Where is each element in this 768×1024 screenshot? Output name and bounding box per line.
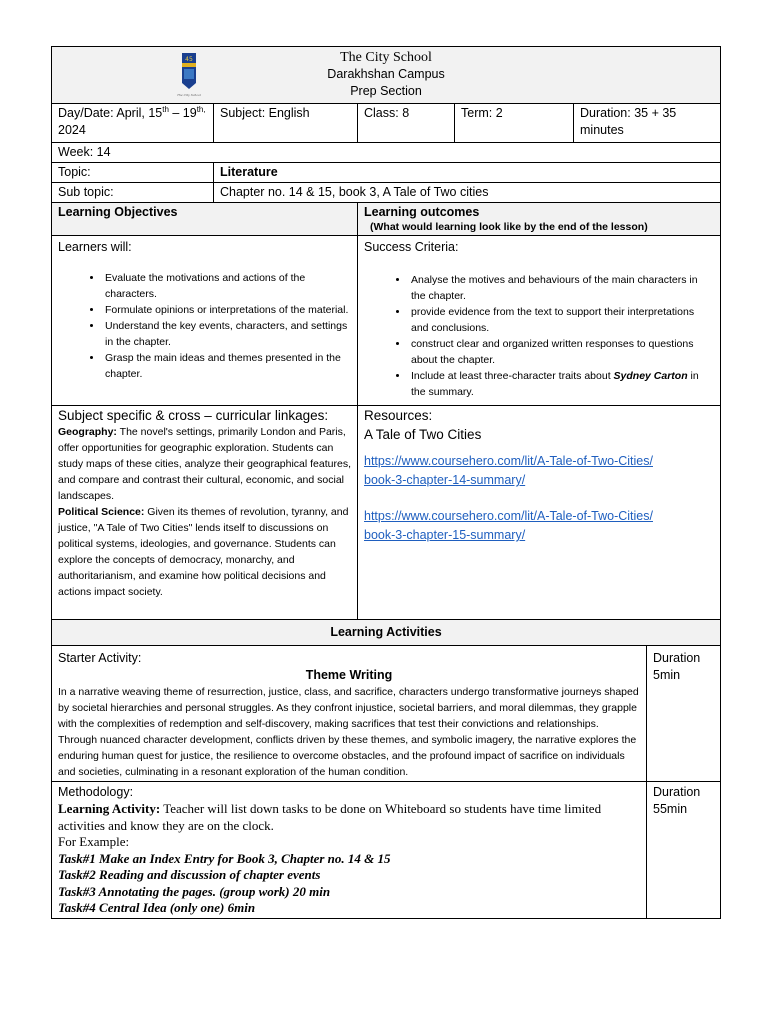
lesson-plan-table [51, 46, 721, 919]
date-sup-1: th [162, 104, 169, 114]
topic-label: Topic: [52, 163, 214, 183]
starter-duration-cell [647, 646, 721, 782]
resource-link-chapter-15[interactable] [364, 507, 714, 545]
resources-heading: Resources: [364, 408, 433, 423]
outcome-item [409, 368, 714, 400]
objectives-heading: Learning Objectives [52, 203, 358, 236]
class-cell: Class: 8 [358, 104, 455, 143]
lesson-plan [51, 46, 720, 919]
link2-line2: book-3-chapter-15-summary/ [364, 528, 526, 542]
outcome-item: • construct clear and organized written responses to questions about the chapter. [409, 336, 714, 368]
starter-row [52, 646, 721, 782]
methodology-activity-text: Teacher will list down tasks to be done on Whiteboard so students have time limited activities and know they are on the clock. [58, 801, 602, 833]
example-label: For Example: [58, 834, 130, 849]
resources-cell [358, 406, 721, 620]
outcomes-subheading: (What would learning look like by the end of the lesson) [370, 221, 648, 233]
geography-text: The novel's settings, primarily London and Paris, offer opportunities for geographic exploration. Students can study maps of these cities, analyze their geographical features, and compare and contrast their cultural, economic, and social landscapes. [58, 426, 351, 502]
subject-cell: Subject: English [214, 104, 358, 143]
campus-name: Darakhshan Campus [327, 67, 445, 81]
methodology-cell [52, 782, 647, 919]
term-cell: Term: 2 [455, 104, 574, 143]
outcomes-intro: Success Criteria: [364, 240, 459, 254]
objective-item: • Evaluate the motivations and actions of the characters. [103, 270, 351, 302]
date-text-a: Day/Date: April, 15 [58, 106, 163, 120]
objective-item: • Grasp the main ideas and themes presented in the chapter. [103, 350, 351, 382]
objective-item: • Understand the key events, characters, and settings in the chapter. [103, 318, 351, 350]
outcomes-heading-cell [358, 203, 721, 236]
linkages-heading: Subject specific & cross – curricular linkages: [58, 408, 329, 423]
outcomes-cell [358, 236, 721, 406]
outcomes-heading: Learning outcomes [364, 205, 480, 219]
svg-text:45: 45 [185, 56, 193, 63]
outcome-item: • Analyse the motives and behaviours of the main characters in the chapter. [409, 272, 714, 304]
linkages-cell [52, 406, 358, 620]
task-item: Task#1 Make an Index Entry for Book 3, Chapter no. 14 & 15 [58, 850, 391, 866]
date-sup-2: th, [196, 104, 206, 114]
task-item: Task#4 Central Idea (only one) 6min [58, 900, 256, 915]
date-text-b: – 19 [168, 106, 197, 120]
subtopic-value: Chapter no. 14 & 15, book 3, A Tale of Two cities [214, 183, 721, 203]
political-science-label: Political Science: [58, 506, 145, 518]
topic-value: Literature [214, 163, 721, 183]
date-text-c: 2024 [58, 123, 86, 137]
link1-line1: https://www.coursehero.com/lit/A-Tale-of-Two-Cities/ [364, 454, 653, 468]
linkages-row [52, 406, 721, 620]
link1-line2: book-3-chapter-14-summary/ [364, 473, 526, 487]
duration-cell: Duration: 35 + 35 minutes [574, 104, 721, 143]
geography-para [58, 424, 351, 504]
subtopic-label: Sub topic: [52, 183, 214, 203]
outcomes-list [364, 272, 714, 400]
resource-link-chapter-14[interactable] [364, 452, 714, 490]
political-science-text: Given its themes of revolution, tyranny, and justice, "A Tale of Two Cities" lends itself to discussions on political systems, ideologies, and governance. Students can explore the concepts of democracy, monarchy, and authoritarianism, and examine how political decisions and actions impact society. [58, 506, 349, 598]
starter-text: In a narrative weaving theme of resurrection, justice, class, and sacrifice, characters undergo transformative journeys shaped by societal hierarchies and personal struggles. As they confront injustice, societal barriers, and moral dilemmas, they grapple with the complexities of redemption and self-discovery, making sacrifices that test their convictions and relationships. Through nuanced character development, conflicts driven by these themes, and symbolic imagery, the narrative explores the enduring human quest for justice, the resilience to overcome obstacles, and the profound impact of sacrifice on individuals and societies, culminating in a resonant exploration of the human condition. [58, 686, 639, 778]
starter-cell [52, 646, 647, 782]
methodology-duration-label: Duration [653, 785, 701, 799]
school-crest-logo [176, 53, 202, 99]
objectives-list [58, 270, 351, 382]
starter-duration-value: 5min [653, 668, 681, 682]
objectives-intro: Learners will: [58, 240, 132, 254]
task-item: Task#2 Reading and discussion of chapter events [58, 867, 321, 882]
methodology-row [52, 782, 721, 919]
week-row [52, 143, 721, 163]
task-item: Task#3 Annotating the pages. (group work) 20 min [58, 883, 331, 899]
school-name: The City School [340, 50, 432, 65]
objectives-heading-row [52, 203, 721, 236]
school-header [52, 47, 721, 104]
resources-book: A Tale of Two Cities [364, 427, 482, 442]
header-row [52, 47, 721, 104]
section-name: Prep Section [350, 84, 422, 98]
methodology-activity-label: Learning Activity: [58, 801, 161, 816]
objectives-body-row [52, 236, 721, 406]
starter-title: Theme Writing [305, 668, 393, 682]
political-science-para [58, 504, 351, 600]
methodology-duration-cell [647, 782, 721, 919]
activities-heading: Learning Activities [52, 620, 721, 646]
objective-item: • Formulate opinions or interpretations of the material. [103, 302, 351, 318]
geography-label: Geography: [58, 426, 117, 438]
outcome-item: • provide evidence from the text to support their interpretations and conclusions. [409, 304, 714, 336]
info-row [52, 104, 721, 143]
week-cell: Week: 14 [52, 143, 721, 163]
methodology-duration-value: 55min [653, 802, 688, 816]
link2-line1: https://www.coursehero.com/lit/A-Tale-of-Two-Cities/ [364, 509, 653, 523]
activities-heading-row [52, 620, 721, 646]
outcome-last-prefix: Include at least three-character traits about [411, 370, 614, 382]
topic-row [52, 163, 721, 183]
date-cell [52, 104, 214, 143]
starter-duration-label: Duration [653, 651, 701, 665]
outcome-last-suffix: in the summary. [411, 370, 699, 398]
methodology-label: Methodology: [58, 785, 134, 799]
objectives-cell [52, 236, 358, 406]
starter-label: Starter Activity: [58, 651, 142, 665]
subtopic-row [52, 183, 721, 203]
outcome-character-name: Sydney Carton [613, 370, 688, 382]
methodology-activity [58, 801, 640, 834]
svg-text:The City School: The City School [176, 93, 202, 97]
